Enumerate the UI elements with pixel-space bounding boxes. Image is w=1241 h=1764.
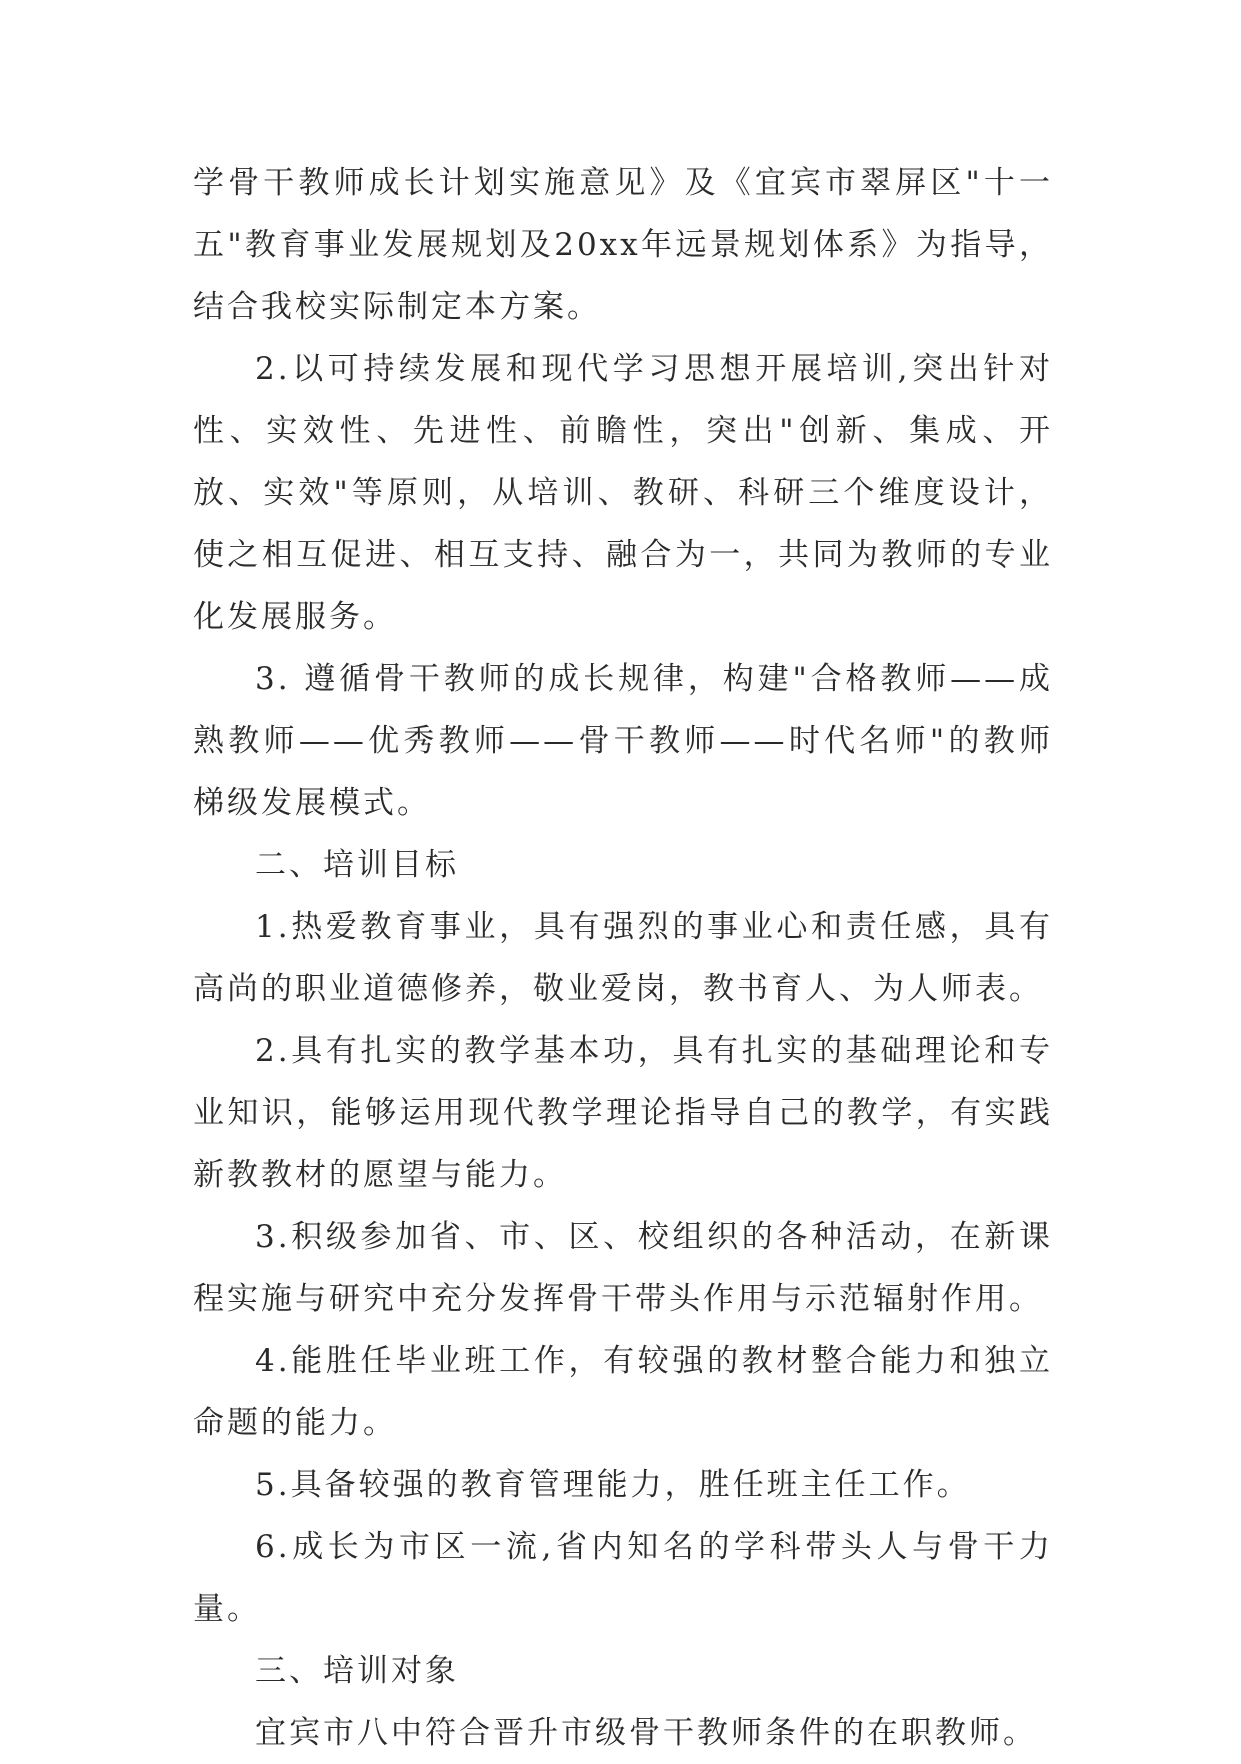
paragraph-principle-2: 2.以可持续发展和现代学习思想开展培训,突出针对性、实效性、先进性、前瞻性，突出"创新、集成、开放、实效"等原则，从培训、教研、科研三个维度设计，使之相互促进、相互支持、融合为一，共同为教师的专业化发展服务。	[193, 351, 1053, 635]
paragraph-goal-3: 3.积级参加省、市、区、校组织的各种活动，在新课程实施与研究中充分发挥骨干带头作用与示范辐射作用。	[193, 1219, 1053, 1317]
section-heading-goals: 二、培训目标	[255, 847, 459, 883]
paragraph-principle-3: 3. 遵循骨干教师的成长规律，构建"合格教师——成熟教师——优秀教师——骨干教师——时代名师"的教师梯级发展模式。	[193, 661, 1053, 821]
paragraph-intro-continued: 学骨干教师成长计划实施意见》及《宜宾市翠屏区"十一五"教育事业发展规划及20xx年远景规划体系》为指导，结合我校实际制定本方案。	[193, 165, 1053, 325]
paragraph-goal-2: 2.具有扎实的教学基本功，具有扎实的基础理论和专业知识，能够运用现代教学理论指导自己的教学，有实践新教教材的愿望与能力。	[193, 1033, 1053, 1193]
paragraph-target-audience: 宜宾市八中符合晋升市级骨干教师条件的在职教师。	[255, 1715, 1037, 1751]
paragraph-goal-1: 1.热爱教育事业，具有强烈的事业心和责任感，具有高尚的职业道德修养，敬业爱岗，教书育人、为人师表。	[193, 909, 1053, 1007]
paragraph-goal-6: 6.成长为市区一流,省内知名的学科带头人与骨干力量。	[193, 1529, 1053, 1627]
paragraph-goal-5: 5.具备较强的教育管理能力，胜任班主任工作。	[255, 1467, 971, 1503]
paragraph-goal-4: 4.能胜任毕业班工作，有较强的教材整合能力和独立命题的能力。	[193, 1343, 1053, 1441]
document-page	[193, 152, 1053, 1764]
section-heading-targets: 三、培训对象	[255, 1653, 459, 1689]
